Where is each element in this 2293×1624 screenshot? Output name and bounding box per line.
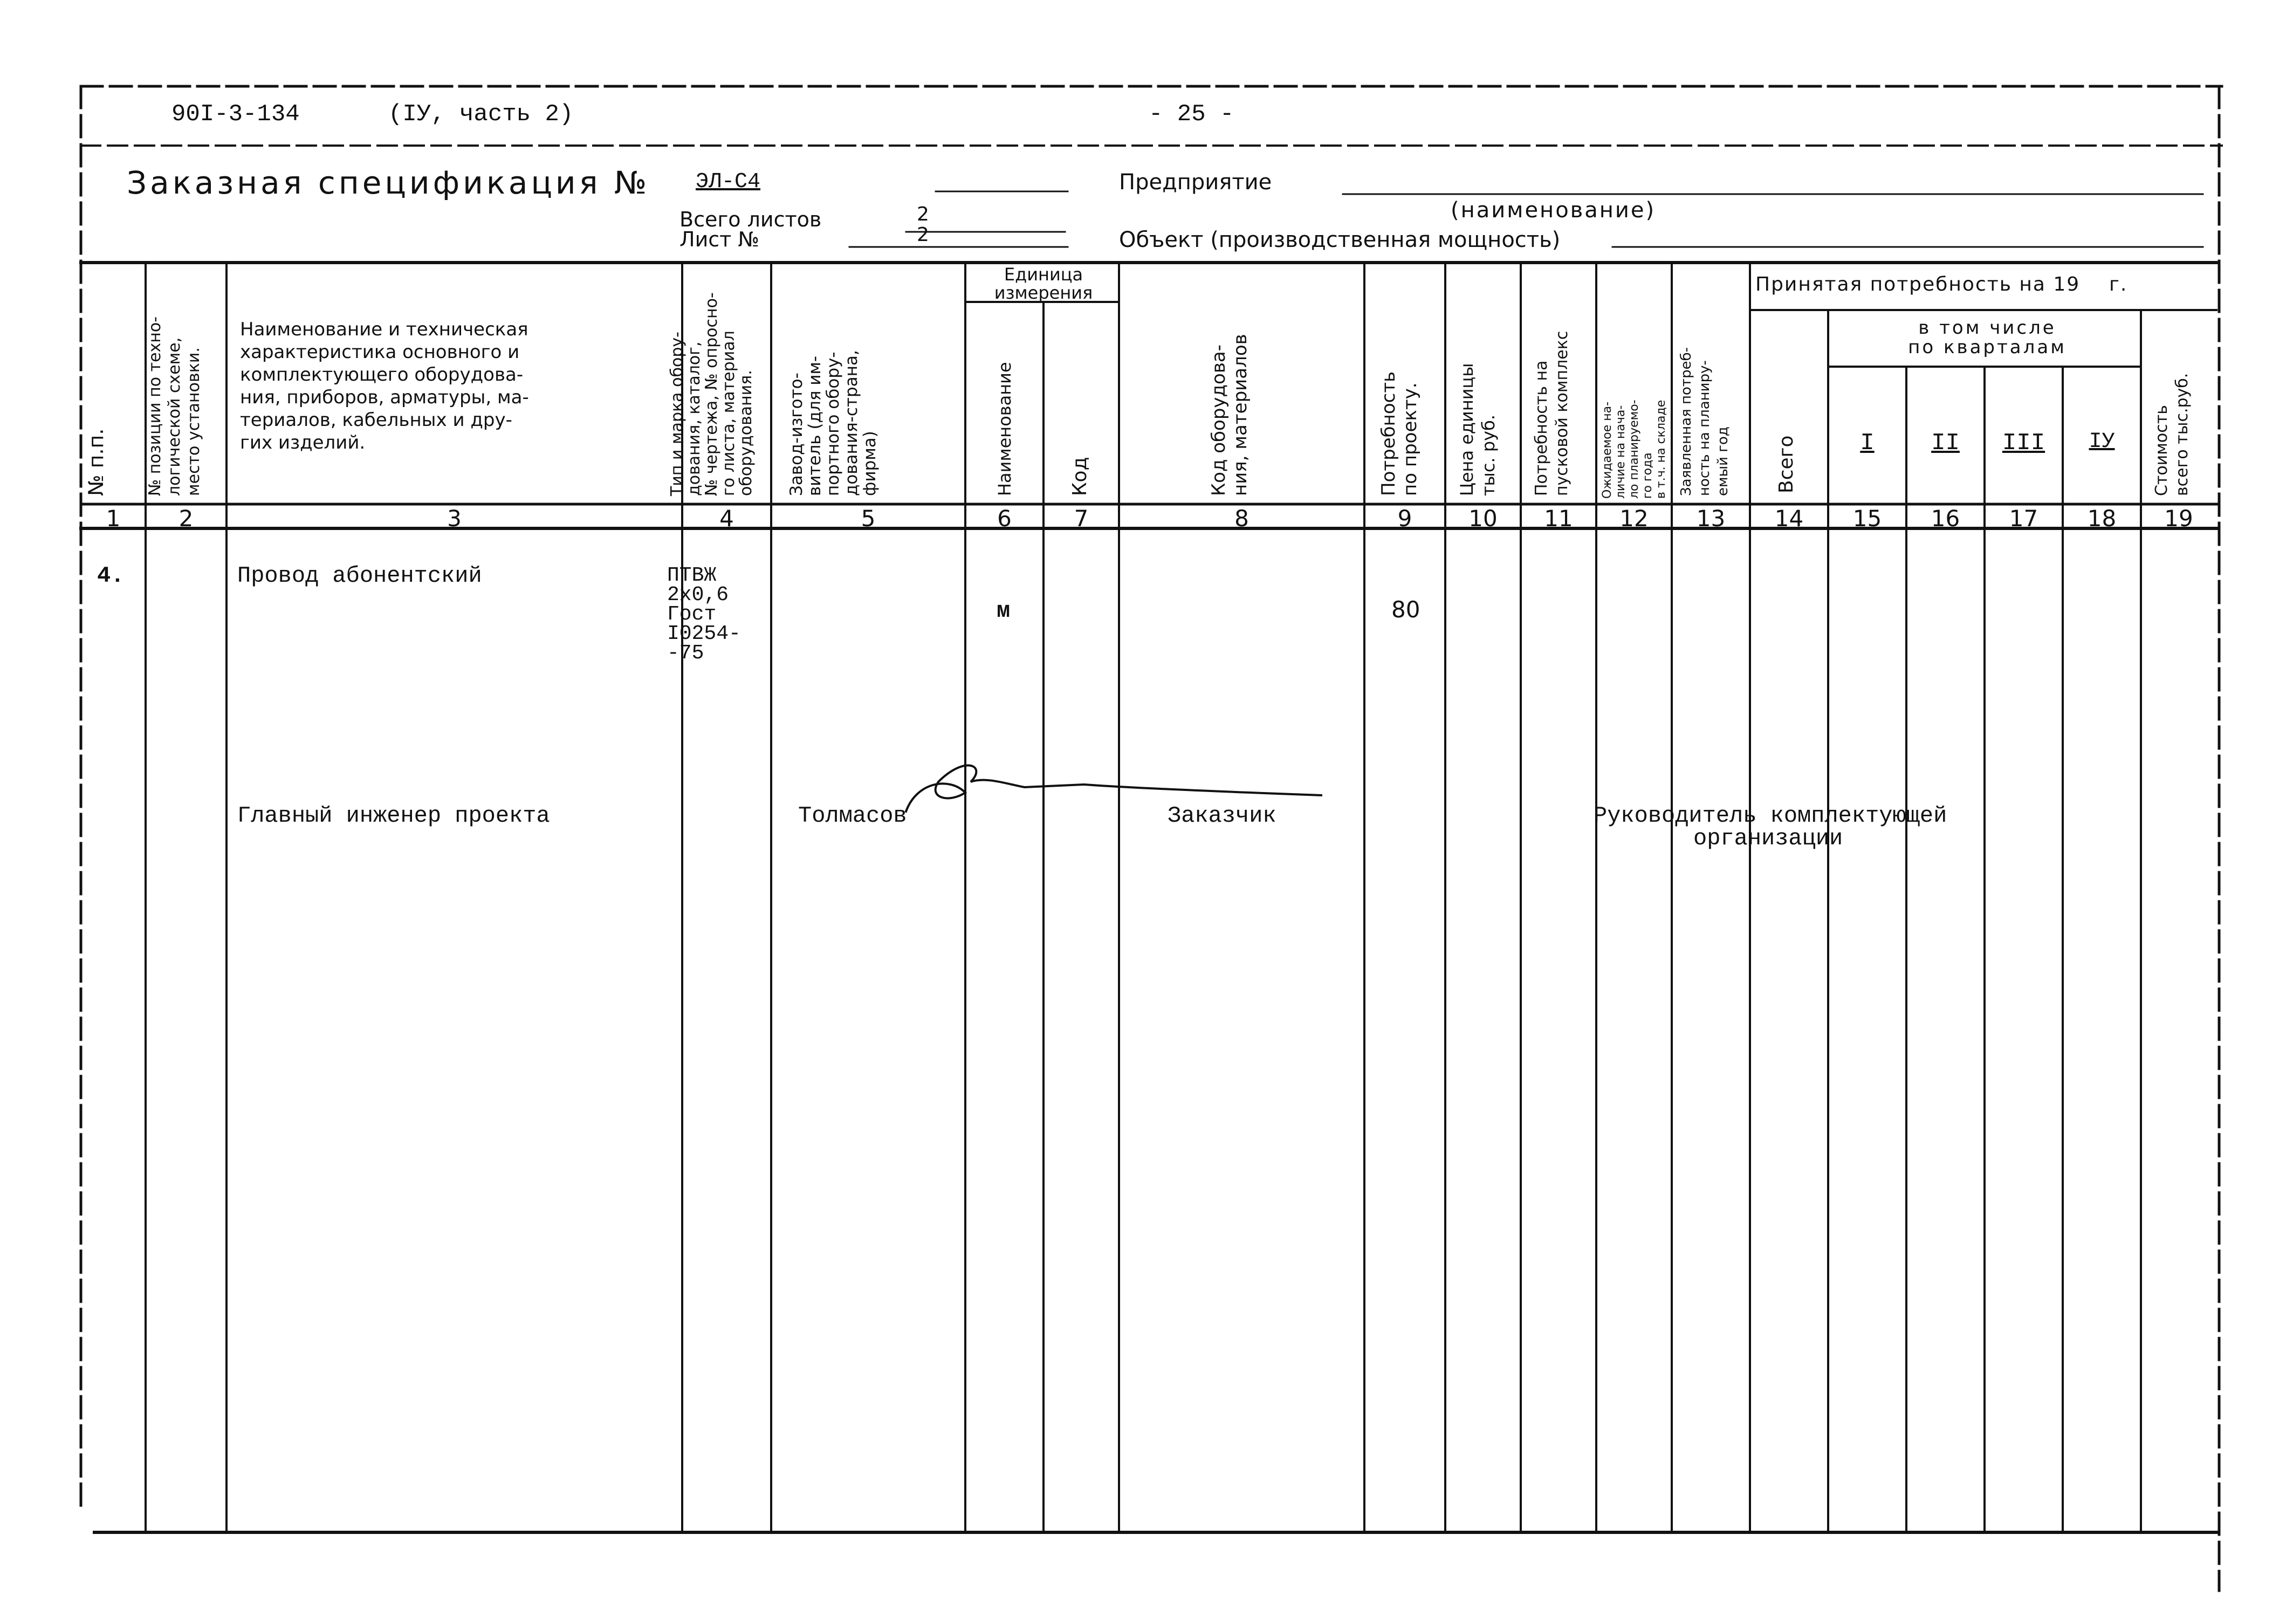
- column-number: 6: [997, 505, 1012, 532]
- sheet-number: 2: [917, 224, 929, 246]
- column-number: 4: [719, 505, 734, 532]
- header-col10: Цена единицы тыс. руб.: [1457, 363, 1499, 496]
- sheets-total: 2: [917, 203, 929, 225]
- column-number: 2: [179, 505, 194, 532]
- spec-number: ЭЛ-С4: [696, 170, 761, 194]
- header-col1: № п.п.: [84, 428, 108, 496]
- row-name: Провод абонентский: [237, 563, 482, 589]
- supplier-label: Руководитель комплектующей: [1594, 803, 1947, 829]
- page-number: - 25 -: [1149, 101, 1234, 128]
- header-col9: Потребность по проекту.: [1378, 371, 1421, 496]
- column-number: 15: [1852, 505, 1882, 532]
- column-number: 16: [1931, 505, 1960, 532]
- header-col8: Код оборудова- ния, материалов: [1208, 334, 1251, 496]
- doc-part: (IУ, часть 2): [388, 101, 574, 128]
- doc-code: 90I-3-134: [171, 101, 300, 128]
- object-label: Объект (производственная мощность): [1119, 228, 1561, 252]
- spec-title: Заказная спецификация №: [127, 164, 650, 201]
- column-number: 3: [447, 505, 462, 532]
- sheets-total-label: Всего листов: [679, 208, 822, 231]
- column-number: 8: [1234, 505, 1249, 532]
- column-number: 11: [1544, 505, 1573, 532]
- column-number: 12: [1619, 505, 1649, 532]
- enterprise-label: Предприятие: [1119, 170, 1272, 195]
- header-quarters-group: в том числе по кварталам: [1908, 317, 2067, 358]
- row-position: 4.: [97, 563, 125, 589]
- header-accepted-group: Принятая потребность на 19 г.: [1755, 273, 2128, 295]
- header-col7: Код: [1069, 457, 1091, 496]
- column-number: 1: [106, 505, 121, 532]
- header-col19: Стоимость всего тыс.руб.: [2152, 373, 2192, 496]
- name-hint: (наименование): [1451, 198, 1656, 223]
- header-col18: IУ: [2089, 430, 2115, 454]
- customer-label: Заказчик: [1168, 803, 1276, 829]
- header-col14: Всего: [1775, 435, 1797, 493]
- column-number: 17: [2009, 505, 2038, 532]
- column-number: 7: [1074, 505, 1089, 532]
- column-number: 13: [1696, 505, 1726, 532]
- supplier-label-2: организации: [1693, 825, 1843, 851]
- chief-engineer-label: Главный инженер проекта: [237, 803, 550, 829]
- header-col5: Завод-изгото- витель (для им- портного обору- дования-страна, фирма): [787, 350, 880, 496]
- column-number: 5: [861, 505, 876, 532]
- header-unit-group: Единица измерения: [994, 264, 1093, 303]
- header-col16: II: [1931, 430, 1960, 457]
- column-number: 18: [2087, 505, 2117, 532]
- sheet-label: Лист №: [679, 228, 759, 251]
- header-col3: Наименование и техническая характеристика основного и комплектующего оборудова- ния, приборов, арматуры, ма- териалов, кабельных и дру- гих изделий.: [240, 319, 529, 453]
- header-col4: Тип и марка обору- дования, каталог, № чертежа, № опросно- го листа, материал оборудования.: [668, 292, 756, 496]
- header-col12: Ожидаемое на- личие на нача- ло планируемо- го года в т.ч. на складе: [1601, 400, 1668, 499]
- row-type: ПТВЖ 2х0,6 Гост I0254- -75: [667, 564, 741, 665]
- column-number: 19: [2164, 505, 2193, 532]
- column-number: 10: [1468, 505, 1498, 532]
- header-col6: Наименование: [994, 362, 1015, 496]
- header-col17: III: [2002, 430, 2045, 457]
- header-col13: Заявленная потреб- ность на планиру- емый год: [1678, 347, 1731, 496]
- row-quantity: 80: [1391, 596, 1420, 623]
- column-number: 14: [1774, 505, 1804, 532]
- row-unit: м: [997, 598, 1011, 624]
- column-number: 9: [1397, 505, 1412, 532]
- header-col15: I: [1860, 430, 1875, 457]
- chief-engineer-name: Толмасов: [798, 803, 907, 829]
- header-col2: № позиции по техно- логической схеме, место установки.: [146, 316, 203, 496]
- header-col11: Потребность на пусковой комплекс: [1532, 331, 1571, 496]
